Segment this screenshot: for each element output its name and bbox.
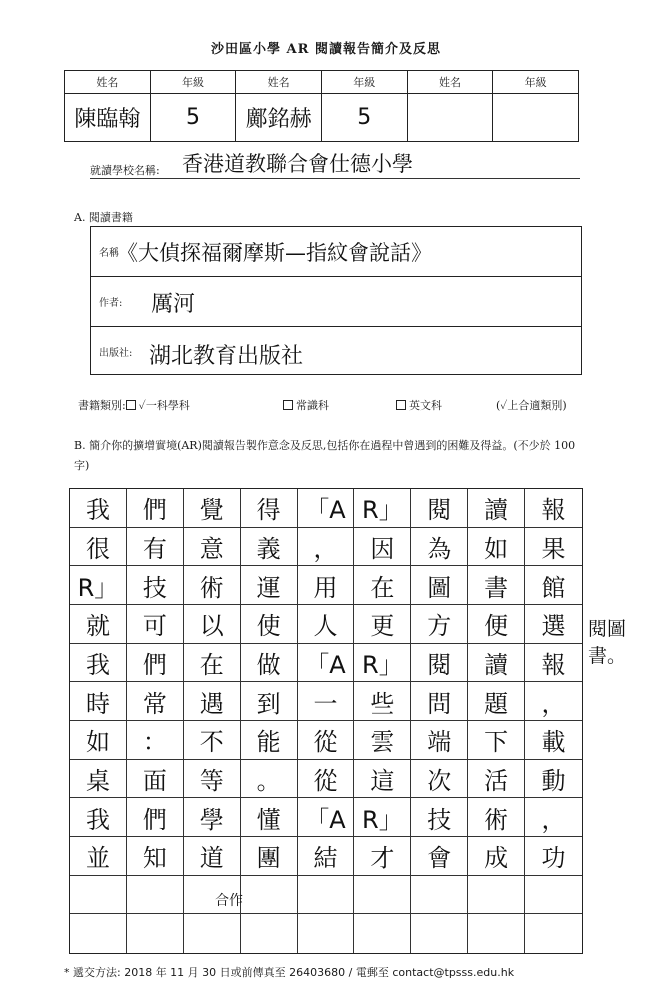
grid-cell[interactable]: 活 xyxy=(468,760,525,799)
writing-grid[interactable] xyxy=(69,488,583,954)
grid-cell[interactable]: 們 xyxy=(127,489,184,528)
submission-footer: * 遞交方法: 2018 年 11 月 30 日或前傳真至 26403680 / 電郵至 contact@tpsss.edu.hk xyxy=(64,966,515,979)
grid-cell[interactable]: 便 xyxy=(468,605,525,644)
category-label: 書籍類別: xyxy=(78,399,126,412)
student-grade-1[interactable]: 5 xyxy=(150,94,236,142)
student-grade-3[interactable] xyxy=(493,94,579,142)
grid-cell[interactable]: 這 xyxy=(354,760,411,799)
grid-cell[interactable] xyxy=(241,914,298,953)
grid-cell[interactable] xyxy=(354,914,411,953)
book-publisher-label: 出版社: xyxy=(99,348,133,359)
category-general[interactable] xyxy=(283,397,396,413)
grid-cell[interactable] xyxy=(468,876,525,915)
grid-cell[interactable] xyxy=(525,876,582,915)
grid-cell[interactable]: 技 xyxy=(411,798,468,837)
grid-cell[interactable] xyxy=(468,914,525,953)
grid-cell[interactable]: 就 xyxy=(70,605,127,644)
form-title: 沙田區小學 AR 閱讀報告簡介及反思 xyxy=(211,42,441,57)
book-title-row xyxy=(91,227,581,277)
grid-cell[interactable]: 做 xyxy=(241,644,298,683)
category-note: (✓上合適類別) xyxy=(496,399,567,412)
grid-cell[interactable]: 並 xyxy=(70,837,127,876)
grid-cell[interactable]: 能 xyxy=(241,721,298,760)
grid-cell[interactable]: 術 xyxy=(468,798,525,837)
grid-cell[interactable]: 選 xyxy=(525,605,582,644)
student-table xyxy=(64,70,579,142)
grid-cell[interactable]: 常 xyxy=(127,682,184,721)
grid-cell[interactable]: 用 xyxy=(298,566,355,605)
grid-cell[interactable] xyxy=(411,914,468,953)
grid-cell[interactable]: 有 xyxy=(127,528,184,567)
grid-cell[interactable]: 可 xyxy=(127,605,184,644)
grid-cell[interactable]: 不 xyxy=(184,721,241,760)
grid-cell[interactable]: 閱 xyxy=(411,489,468,528)
grid-cell[interactable]: 學 xyxy=(184,798,241,837)
grid-cell[interactable]: R」 xyxy=(354,644,411,683)
grid-cell[interactable]: 我 xyxy=(70,489,127,528)
book-author-label: 作者: xyxy=(99,298,123,309)
grid-cell[interactable] xyxy=(241,876,298,915)
grid-cell[interactable]: 讀 xyxy=(468,489,525,528)
student-name-2[interactable]: 鄺銘赫 xyxy=(236,94,322,142)
grid-cell[interactable]: 館 xyxy=(525,566,582,605)
grid-cell[interactable]: 人 xyxy=(298,605,355,644)
grid-cell[interactable]: 們 xyxy=(127,644,184,683)
grid-cell[interactable]: 很 xyxy=(70,528,127,567)
grid-cell[interactable]: R」 xyxy=(70,566,127,605)
grid-cell[interactable]: ， xyxy=(525,682,582,721)
margin-note-under: 合作 xyxy=(215,893,243,909)
grid-cell[interactable]: 以 xyxy=(184,605,241,644)
checkbox-icon xyxy=(126,400,136,410)
grid-cell[interactable]: ： xyxy=(127,721,184,760)
grid-cell[interactable]: 些 xyxy=(354,682,411,721)
grid-cell[interactable]: 從 xyxy=(298,760,355,799)
section-a-heading: A. 閱讀書籍 xyxy=(74,211,133,224)
grid-cell[interactable]: 成 xyxy=(468,837,525,876)
header-grade-3: 年級 xyxy=(493,71,579,94)
grid-cell[interactable] xyxy=(298,914,355,953)
book-publisher-row xyxy=(91,327,581,376)
grid-cell[interactable]: 下 xyxy=(468,721,525,760)
section-b-heading: B. 簡介你的擴增實境(AR)閱讀報告製作意念及反思,包括你在過程中曾遇到的困難及得益。(不少於 100 字) xyxy=(74,439,576,472)
grid-cell[interactable]: 「A xyxy=(298,798,355,837)
category-english[interactable] xyxy=(396,397,496,413)
category-science-label: ✓一科學科 xyxy=(138,399,190,412)
grid-cell[interactable]: 意 xyxy=(184,528,241,567)
grid-cell[interactable] xyxy=(70,876,127,915)
category-english-label: 英文科 xyxy=(409,399,442,412)
grid-cell[interactable]: 會 xyxy=(411,837,468,876)
grid-cell[interactable]: 在 xyxy=(184,644,241,683)
grid-cell[interactable]: 面 xyxy=(127,760,184,799)
header-grade-2: 年級 xyxy=(321,71,407,94)
checkbox-icon xyxy=(396,400,406,410)
grid-cell[interactable]: 報 xyxy=(525,644,582,683)
header-grade-1: 年級 xyxy=(150,71,236,94)
grid-cell[interactable]: 「A xyxy=(298,644,355,683)
grid-cell[interactable]: 遇 xyxy=(184,682,241,721)
header-name-3: 姓名 xyxy=(407,71,493,94)
grid-cell[interactable]: 使 xyxy=(241,605,298,644)
grid-cell[interactable]: 果 xyxy=(525,528,582,567)
school-value[interactable]: 香港道教聯合會仕德小學 xyxy=(182,152,413,176)
student-table-value-row xyxy=(65,94,579,142)
category-general-label: 常識科 xyxy=(296,399,329,412)
student-grade-2[interactable]: 5 xyxy=(321,94,407,142)
grid-cell[interactable]: 次 xyxy=(411,760,468,799)
grid-cell[interactable]: 讀 xyxy=(468,644,525,683)
grid-cell[interactable]: 在 xyxy=(354,566,411,605)
book-title-label: 名稱 xyxy=(99,248,119,259)
grid-cell[interactable]: 報 xyxy=(525,489,582,528)
grid-cell[interactable]: 閱 xyxy=(411,644,468,683)
grid-cell[interactable]: 「A xyxy=(298,489,355,528)
checkbox-icon xyxy=(283,400,293,410)
grid-cell[interactable]: 功 xyxy=(525,837,582,876)
book-publisher-value[interactable]: 湖北教育出版社 xyxy=(149,344,304,369)
school-field xyxy=(90,152,580,179)
header-name-2: 姓名 xyxy=(236,71,322,94)
grid-cell[interactable]: 知 xyxy=(127,837,184,876)
grid-cell[interactable]: 因 xyxy=(354,528,411,567)
grid-cell[interactable]: 書 xyxy=(468,566,525,605)
student-name-3[interactable] xyxy=(407,94,493,142)
grid-cell[interactable]: ， xyxy=(525,798,582,837)
grid-cell[interactable]: 術 xyxy=(184,566,241,605)
grid-cell[interactable] xyxy=(354,876,411,915)
grid-cell[interactable]: 到 xyxy=(241,682,298,721)
student-table-header-row xyxy=(65,71,579,94)
grid-cell[interactable]: 動 xyxy=(525,760,582,799)
grid-cell[interactable]: R」 xyxy=(354,489,411,528)
grid-cell[interactable]: 道 xyxy=(184,837,241,876)
grid-cell[interactable] xyxy=(411,876,468,915)
grid-cell[interactable]: 結 xyxy=(298,837,355,876)
margin-note-right: 閱圖書。 xyxy=(588,618,627,667)
grid-cell[interactable]: 團 xyxy=(241,837,298,876)
grid-cell[interactable]: 如 xyxy=(468,528,525,567)
grid-cell[interactable]: 從 xyxy=(298,721,355,760)
grid-cell[interactable]: 方 xyxy=(411,605,468,644)
grid-cell[interactable]: 一 xyxy=(298,682,355,721)
grid-cell[interactable]: 義 xyxy=(241,528,298,567)
grid-cell[interactable]: 覺 xyxy=(184,489,241,528)
grid-cell[interactable] xyxy=(184,914,241,953)
grid-cell[interactable]: ， xyxy=(298,528,355,567)
school-label: 就讀學校名稱: xyxy=(90,164,160,177)
grid-cell[interactable] xyxy=(298,876,355,915)
grid-cell[interactable]: 端 xyxy=(411,721,468,760)
book-category-row xyxy=(78,397,567,413)
grid-cell[interactable]: 圖 xyxy=(411,566,468,605)
book-author-row xyxy=(91,277,581,327)
grid-cell[interactable] xyxy=(127,876,184,915)
grid-cell[interactable]: 們 xyxy=(127,798,184,837)
grid-cell[interactable]: 才 xyxy=(354,837,411,876)
grid-cell[interactable]: 我 xyxy=(70,798,127,837)
grid-cell[interactable]: 更 xyxy=(354,605,411,644)
header-name-1: 姓名 xyxy=(65,71,151,94)
grid-cell[interactable]: 等 xyxy=(184,760,241,799)
book-info-box xyxy=(90,226,582,375)
grid-cell[interactable]: 得 xyxy=(241,489,298,528)
grid-cell[interactable]: 。 xyxy=(241,760,298,799)
grid-cell[interactable]: 雲 xyxy=(354,721,411,760)
grid-cell[interactable] xyxy=(127,914,184,953)
grid-cell[interactable] xyxy=(70,914,127,953)
grid-cell[interactable] xyxy=(525,914,582,953)
grid-cell[interactable]: 問 xyxy=(411,682,468,721)
book-author-value[interactable]: 厲河 xyxy=(151,292,196,317)
grid-cell[interactable]: 技 xyxy=(127,566,184,605)
category-science[interactable] xyxy=(78,397,283,413)
grid-cell[interactable]: 我 xyxy=(70,644,127,683)
grid-cell[interactable]: 運 xyxy=(241,566,298,605)
grid-cell[interactable]: 桌 xyxy=(70,760,127,799)
grid-cell[interactable]: 懂 xyxy=(241,798,298,837)
grid-cell[interactable]: 為 xyxy=(411,528,468,567)
grid-cell[interactable]: R」 xyxy=(354,798,411,837)
student-name-1[interactable]: 陳臨翰 xyxy=(65,94,151,142)
grid-cell[interactable]: 載 xyxy=(525,721,582,760)
grid-cell[interactable]: 時 xyxy=(70,682,127,721)
book-title-value[interactable]: 《大偵探福爾摩斯—指紋會說話》 xyxy=(117,241,432,265)
grid-cell[interactable]: 如 xyxy=(70,721,127,760)
grid-cell[interactable]: 題 xyxy=(468,682,525,721)
